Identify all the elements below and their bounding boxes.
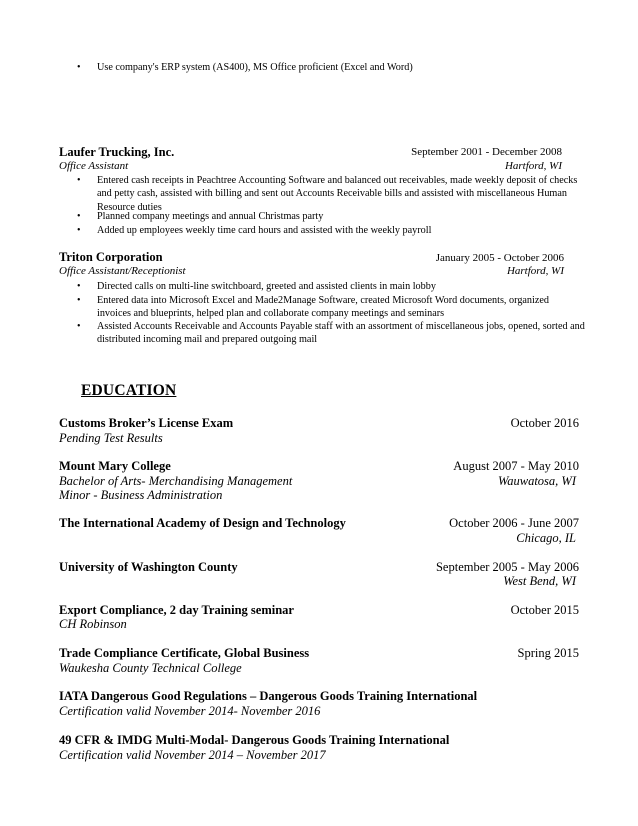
job-bullet-text: Entered data into Microsoft Excel and Made2Manage Software, created Microsoft Word documents, organized invoices and blueprints, helped plan and collaborate company meetings and seminars <box>97 295 549 320</box>
bullet-dot: • <box>77 211 81 222</box>
job-role: Office Assistant/Receptionist <box>59 265 186 277</box>
education-detail: Minor - Business Administration <box>59 488 223 502</box>
section-heading-education: EDUCATION <box>81 382 177 399</box>
job-company: Triton Corporation <box>59 250 163 264</box>
education-date: Spring 2015 <box>517 646 579 660</box>
bullet-dot: • <box>77 225 81 236</box>
bullet-dot: • <box>77 281 81 292</box>
education-title: Trade Compliance Certificate, Global Business <box>59 646 310 660</box>
education-date: October 2015 <box>510 603 579 617</box>
education-title: The International Academy of Design and Technology <box>59 516 346 530</box>
education-detail: CH Robinson <box>59 617 127 631</box>
job-bullet-text: Entered cash receipts in Peachtree Accounting Software and balanced out receivables, made weekly deposit of checks and petty cash, assisted with billing and sent out Accounts Receivable bills and assisted with miscellaneous Human Resource duties <box>97 175 578 213</box>
bullet-dot: • <box>77 295 81 306</box>
bullet-dot: • <box>77 321 81 332</box>
job-role: Office Assistant <box>59 160 129 172</box>
education-detail: Certification valid November 2014- November 2016 <box>59 704 321 718</box>
job-dates: January 2005 - October 2006 <box>435 252 564 264</box>
education-title: Export Compliance, 2 day Training seminar <box>59 603 294 617</box>
education-title: Customs Broker’s License Exam <box>59 416 234 430</box>
education-location: Chicago, IL <box>516 531 576 545</box>
job-company: Laufer Trucking, Inc. <box>59 145 175 159</box>
bullet-dot: • <box>77 62 81 73</box>
education-title: Mount Mary College <box>59 459 171 473</box>
job-bullet-text: Assisted Accounts Receivable and Accounts Payable staff with an assortment of miscellaneous jobs, opened, sorted and distributed incoming mail and prepared outgoing mail <box>97 321 585 346</box>
education-date: October 2016 <box>510 416 579 430</box>
education-location: West Bend, WI <box>503 574 576 588</box>
job-bullet-text: Directed calls on multi-line switchboard, greeted and assisted clients in main lobby <box>97 281 436 292</box>
education-date: October 2006 - June 2007 <box>449 516 579 530</box>
education-location: Wauwatosa, WI <box>497 474 576 488</box>
job-bullet-text: Added up employees weekly time card hours and assisted with the weekly payroll <box>97 225 432 236</box>
education-detail: Waukesha County Technical College <box>59 661 242 675</box>
top-bullet-text: Use company's ERP system (AS400), MS Office proficient (Excel and Word) <box>97 62 413 73</box>
job-location: Hartford, WI <box>506 265 564 277</box>
education-title: IATA Dangerous Good Regulations – Dangerous Goods Training International <box>59 689 478 703</box>
education-title: 49 CFR & IMDG Multi-Modal- Dangerous Goods Training International <box>59 733 450 747</box>
job-location: Hartford, WI <box>504 160 562 172</box>
job-bullet-text: Planned company meetings and annual Christmas party <box>97 211 324 222</box>
education-detail: Certification valid November 2014 – November 2017 <box>59 748 326 762</box>
job-dates: September 2001 - December 2008 <box>411 146 562 158</box>
bullet-dot: • <box>77 175 81 186</box>
education-title: University of Washington County <box>59 560 238 574</box>
education-date: August 2007 - May 2010 <box>453 459 579 473</box>
education-detail: Pending Test Results <box>59 431 163 445</box>
education-detail: Bachelor of Arts- Merchandising Management <box>59 474 293 488</box>
education-date: September 2005 - May 2006 <box>435 560 579 574</box>
